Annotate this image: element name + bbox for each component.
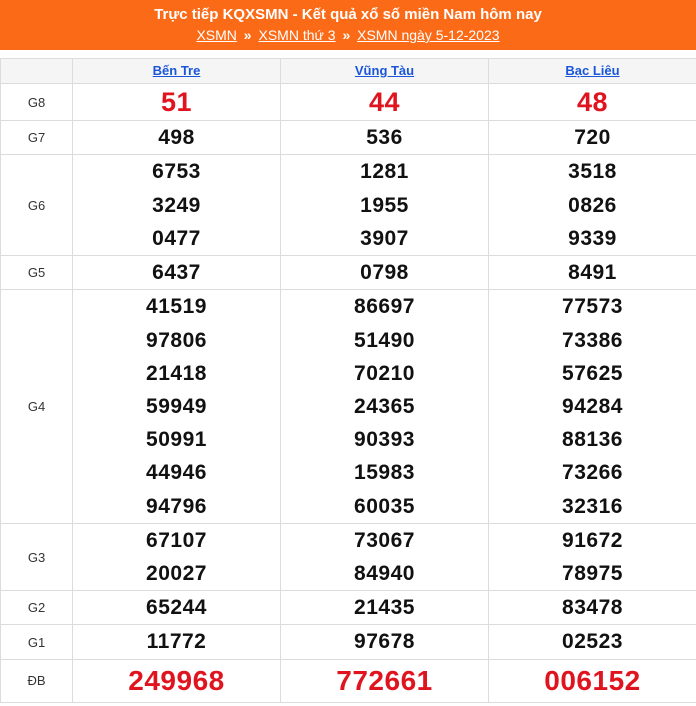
prize-cell <box>281 625 489 659</box>
prize-number: 0826 <box>568 193 617 217</box>
prize-number: 86697 <box>354 295 415 319</box>
prize-cell <box>489 625 696 659</box>
breadcrumb-xsmn[interactable]: XSMN <box>196 27 237 43</box>
prize-number: 94284 <box>562 395 623 419</box>
province-header <box>73 59 281 84</box>
prize-number: 60035 <box>354 494 415 518</box>
prize-cell <box>281 256 489 290</box>
prize-label: ĐB <box>1 659 73 702</box>
prize-number: 21435 <box>354 596 415 620</box>
prize-cell <box>489 523 696 590</box>
prize-cell <box>73 625 281 659</box>
prize-number: 0477 <box>152 226 201 250</box>
prize-cell <box>281 523 489 590</box>
prize-number: 0798 <box>360 261 409 285</box>
prize-number: 21418 <box>146 361 207 385</box>
prize-number: 20027 <box>146 562 207 586</box>
prize-cell <box>73 121 281 155</box>
prize-number: 41519 <box>146 295 207 319</box>
prize-cell <box>489 591 696 625</box>
prize-number: 536 <box>366 126 403 149</box>
prize-cell <box>73 290 281 523</box>
breadcrumb-xsmn-date[interactable]: XSMN ngày 5-12-2023 <box>357 27 500 43</box>
prize-number: 44 <box>368 87 401 117</box>
prize-number: 94796 <box>146 494 207 518</box>
prize-row <box>1 121 696 155</box>
prize-cell <box>281 84 489 121</box>
prize-row <box>1 659 696 702</box>
prize-cell <box>73 155 281 256</box>
prize-number: 006152 <box>544 665 641 697</box>
province-link-vung-tau[interactable]: Vũng Tàu <box>354 63 415 78</box>
prize-number: 6437 <box>152 261 201 285</box>
prize-number: 3518 <box>568 160 617 184</box>
prize-cell <box>73 523 281 590</box>
prize-label: G1 <box>1 625 73 659</box>
prize-number: 48 <box>576 87 609 117</box>
prize-number: 73266 <box>562 461 623 485</box>
prize-number: 8491 <box>568 261 617 285</box>
prize-cell <box>489 84 696 121</box>
header-corner-cell <box>1 59 73 84</box>
prize-number: 498 <box>158 126 195 149</box>
prize-number: 67107 <box>146 528 207 552</box>
prize-cell <box>489 155 696 256</box>
prize-number: 73386 <box>562 328 623 352</box>
prize-number: 720 <box>574 126 611 149</box>
breadcrumb-separator: » <box>243 27 252 43</box>
prize-number: 51490 <box>354 328 415 352</box>
prize-number: 57625 <box>562 361 623 385</box>
prize-row <box>1 290 696 523</box>
breadcrumb-xsmn-weekday[interactable]: XSMN thứ 3 <box>258 27 336 43</box>
province-header <box>281 59 489 84</box>
prize-number: 73067 <box>354 528 415 552</box>
prize-number: 97806 <box>146 328 207 352</box>
prize-number: 83478 <box>562 596 623 620</box>
prize-number: 50991 <box>146 428 207 452</box>
prize-number: 3249 <box>152 193 201 217</box>
prize-number: 32316 <box>562 494 623 518</box>
prize-label: G7 <box>1 121 73 155</box>
prize-number: 15983 <box>354 461 415 485</box>
prize-cell <box>489 659 696 702</box>
prize-cell <box>73 256 281 290</box>
page-title: Trực tiếp KQXSMN - Kết quả xổ số miền Nam hôm nay <box>154 6 542 23</box>
prize-number: 6753 <box>152 160 201 184</box>
prize-row <box>1 591 696 625</box>
prize-cell <box>73 659 281 702</box>
prize-label: G2 <box>1 591 73 625</box>
breadcrumb <box>0 25 696 45</box>
prize-cell <box>281 155 489 256</box>
prize-number: 91672 <box>562 528 623 552</box>
prize-number: 65244 <box>146 596 207 620</box>
prize-cell <box>489 121 696 155</box>
prize-number: 772661 <box>336 665 433 697</box>
table-header-row <box>1 59 696 84</box>
prize-cell <box>489 256 696 290</box>
prize-cell <box>281 591 489 625</box>
prize-rows <box>1 84 696 703</box>
prize-number: 11772 <box>146 630 207 654</box>
prize-label: G4 <box>1 290 73 523</box>
prize-number: 59949 <box>146 395 207 419</box>
prize-row <box>1 155 696 256</box>
breadcrumb-separator: » <box>342 27 351 43</box>
prize-cell <box>281 659 489 702</box>
prize-row <box>1 523 696 590</box>
province-link-bac-lieu[interactable]: Bạc Liêu <box>565 63 620 78</box>
prize-label: G3 <box>1 523 73 590</box>
prize-cell <box>73 591 281 625</box>
prize-number: 44946 <box>146 461 207 485</box>
prize-number: 1281 <box>360 160 409 184</box>
prize-label: G6 <box>1 155 73 256</box>
prize-number: 1955 <box>360 193 409 217</box>
prize-number: 78975 <box>562 562 623 586</box>
results-table <box>0 58 696 703</box>
page-header <box>0 0 696 50</box>
prize-cell <box>489 290 696 523</box>
prize-row <box>1 625 696 659</box>
prize-number: 77573 <box>562 295 623 319</box>
prize-number: 84940 <box>354 562 415 586</box>
prize-number: 02523 <box>562 630 623 654</box>
province-header <box>489 59 696 84</box>
prize-cell <box>73 84 281 121</box>
prize-number: 88136 <box>562 428 623 452</box>
prize-number: 24365 <box>354 395 415 419</box>
province-link-ben-tre[interactable]: Bến Tre <box>152 63 201 78</box>
prize-label: G8 <box>1 84 73 121</box>
prize-number: 90393 <box>354 428 415 452</box>
prize-number: 70210 <box>354 361 415 385</box>
prize-number: 249968 <box>128 665 225 697</box>
prize-number: 97678 <box>354 630 415 654</box>
prize-number: 3907 <box>360 226 409 250</box>
prize-row <box>1 256 696 290</box>
prize-number: 51 <box>160 87 193 117</box>
prize-cell <box>281 290 489 523</box>
prize-label: G5 <box>1 256 73 290</box>
prize-cell <box>281 121 489 155</box>
prize-row <box>1 84 696 121</box>
prize-number: 9339 <box>568 226 617 250</box>
